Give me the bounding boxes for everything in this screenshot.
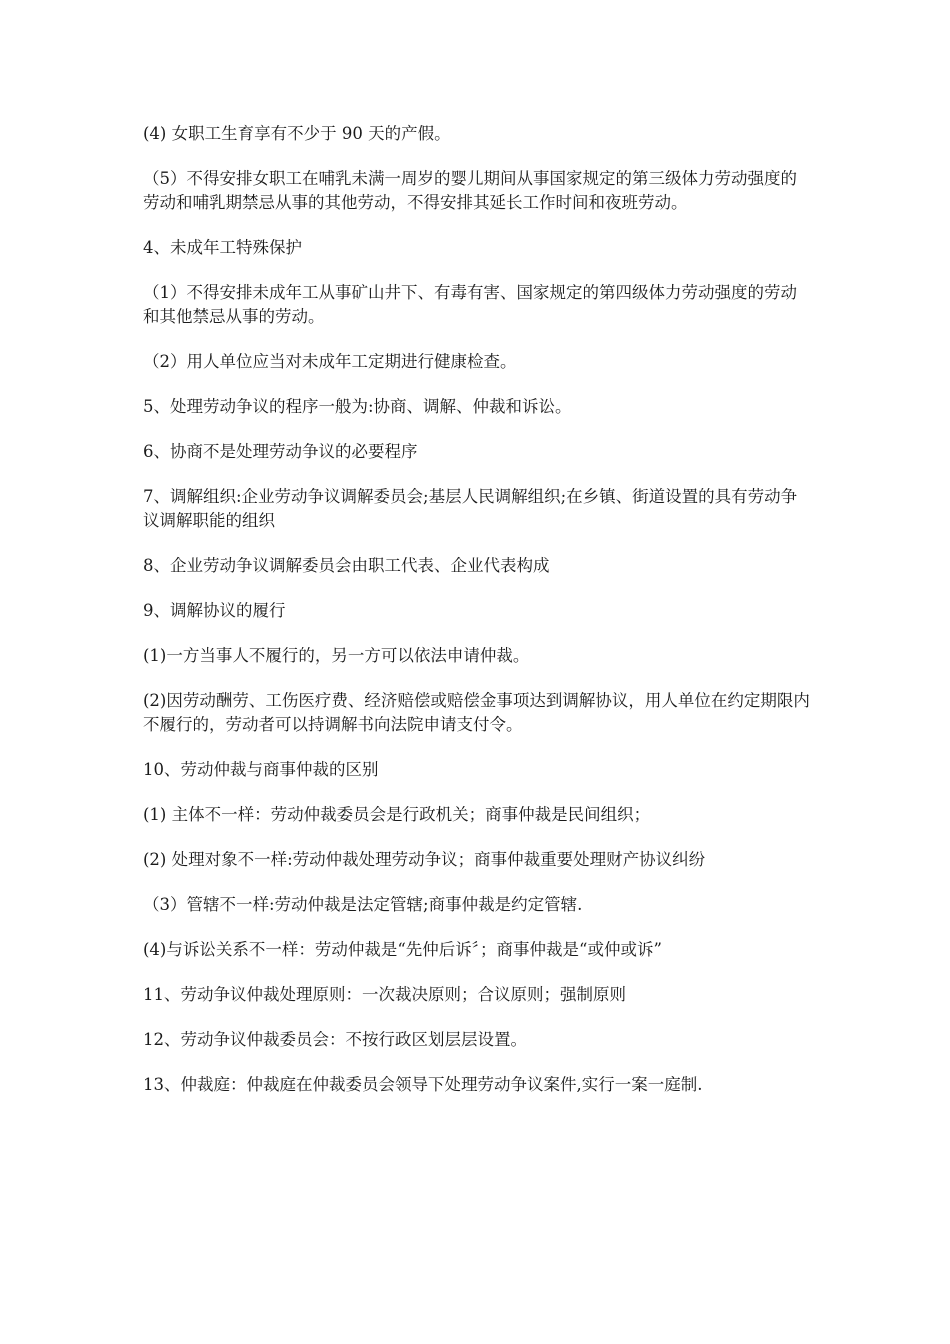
paragraph-minor-prohibited-work: （1）不得安排未成年工从事矿山井下、有毒有害、国家规定的第四级体力劳动强度的劳动和其他禁忌从事的劳动。: [143, 283, 797, 326]
heading-mediation-agreement: 9、调解协议的履行: [143, 601, 286, 620]
paragraph-minor-health-check: （2）用人单位应当对未成年工定期进行健康检查。: [143, 352, 517, 371]
paragraph-difference-jurisdiction: （3）管辖不一样:劳动仲裁是法定管辖;商事仲裁是约定管辖.: [143, 895, 583, 914]
paragraph-agreement-payment-order: (2)因劳动酬劳、工伤医疗费、经济赔偿或赔偿金事项达到调解协议，用人单位在约定期限内不履行的，劳动者可以持调解书向法院申请支付令。: [143, 691, 810, 734]
paragraph-mediation-committee: 8、企业劳动争议调解委员会由职工代表、企业代表构成: [143, 556, 550, 575]
paragraph-difference-subject: (1) 主体不一样：劳动仲裁委员会是行政机关；商事仲裁是民间组织；: [143, 805, 651, 824]
paragraph-arbitration-tribunal: 13、仲裁庭：仲裁庭在仲裁委员会领导下处理劳动争议案件,实行一案一庭制.: [143, 1075, 703, 1094]
paragraph-dispute-procedure: 5、处理劳动争议的程序一般为:协商、调解、仲裁和诉讼。: [143, 397, 572, 416]
heading-arbitration-differences: 10、劳动仲裁与商事仲裁的区别: [143, 760, 379, 779]
heading-minor-worker-protection: 4、未成年工特殊保护: [143, 238, 302, 257]
paragraph-arbitration-committee: 12、劳动争议仲裁委员会：不按行政区划层层设置。: [143, 1030, 527, 1049]
paragraph-arbitration-principles: 11、劳动争议仲裁处理原则：一次裁决原则；合议原则；强制原则: [143, 985, 626, 1004]
paragraph-maternity-leave: (4) 女职工生育享有不少于 90 天的产假。: [143, 124, 451, 143]
paragraph-difference-litigation: (4)与诉讼关系不一样：劳动仲裁是“先仲后诉〞；商事仲裁是“或仲或诉”: [143, 940, 662, 959]
paragraph-agreement-arbitration: (1)一方当事人不履行的，另一方可以依法申请仲裁。: [143, 646, 530, 665]
paragraph-negotiation-optional: 6、协商不是处理劳动争议的必要程序: [143, 442, 418, 461]
paragraph-mediation-organizations: 7、调解组织:企业劳动争议调解委员会;基层人民调解组织;在乡镇、街道设置的具有劳动争议调解职能的组织: [143, 487, 798, 530]
paragraph-difference-object: (2) 处理对象不一样:劳动仲裁处理劳动争议；商事仲裁重要处理财产协议纠纷: [143, 850, 706, 869]
document-body: [143, 122, 813, 1118]
paragraph-nursing-protection: （5）不得安排女职工在哺乳未满一周岁的婴儿期间从事国家规定的第三级体力劳动强度的劳动和哺乳期禁忌从事的其他劳动，不得安排其延长工作时间和夜班劳动。: [143, 169, 797, 212]
